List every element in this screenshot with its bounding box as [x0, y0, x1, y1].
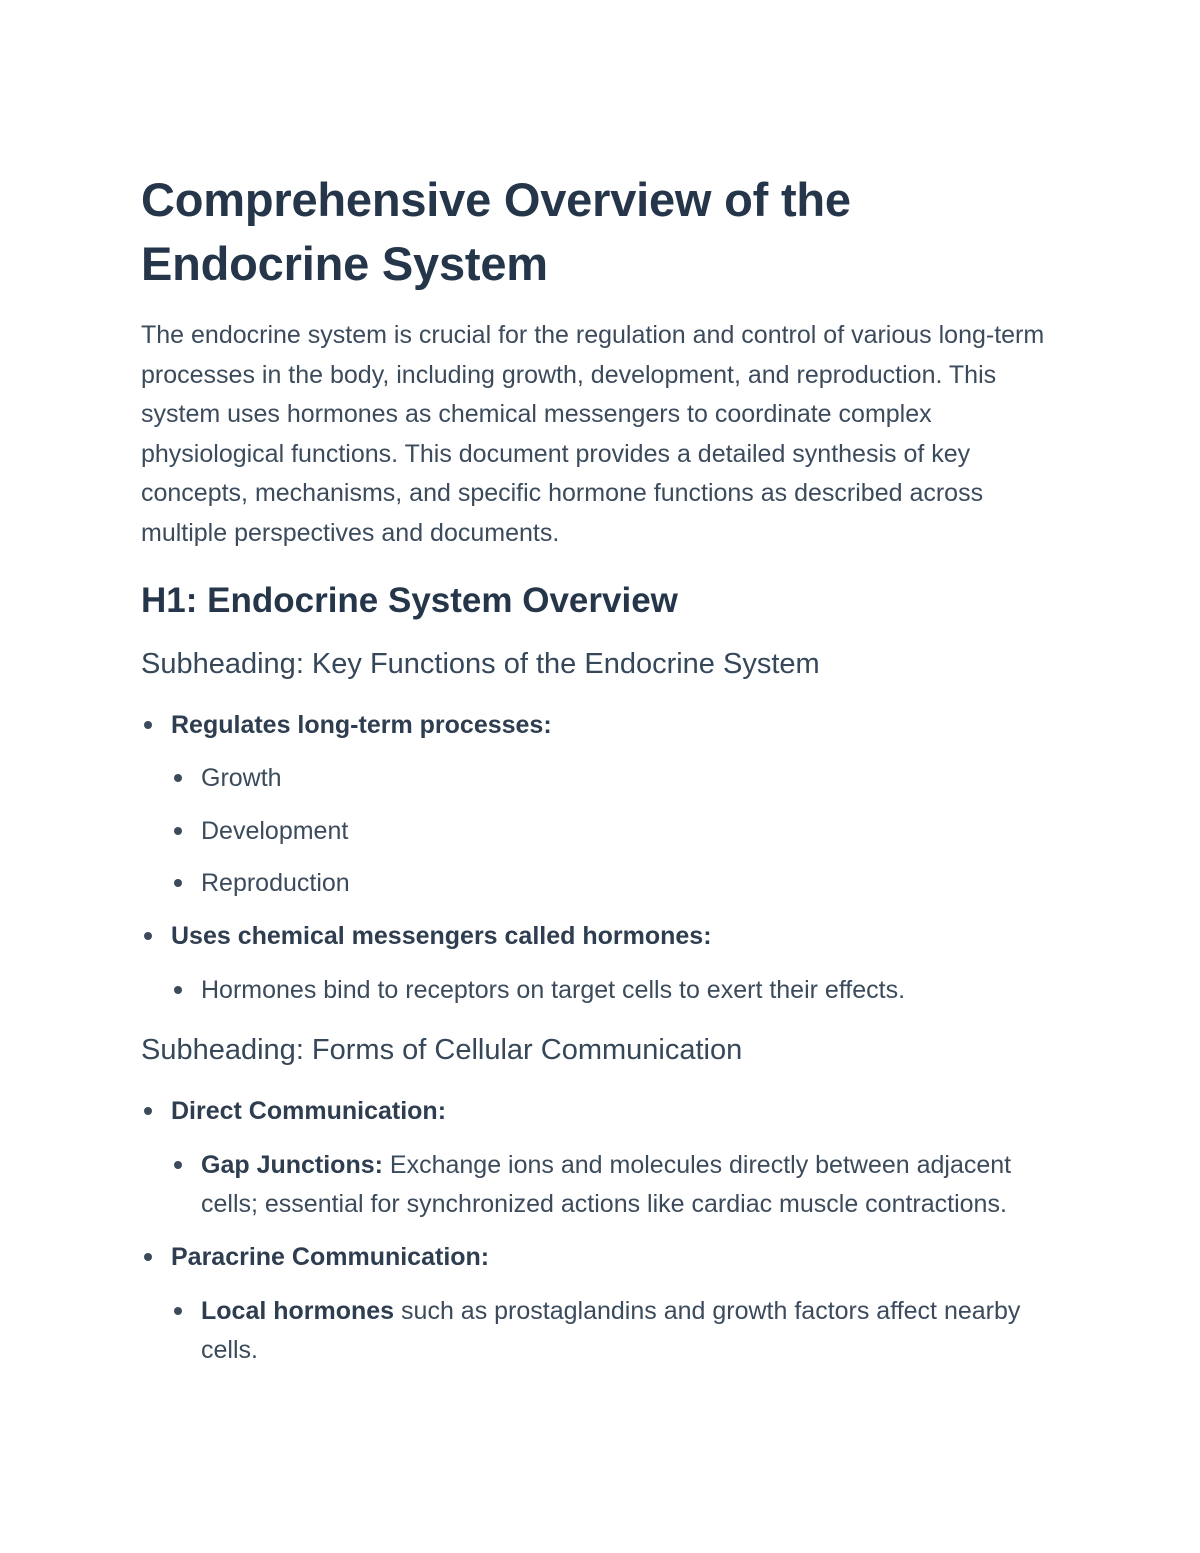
sublist-item [171, 1292, 1061, 1371]
sublist-item [171, 864, 1061, 904]
sublist-item-text: Growth [201, 764, 282, 793]
bullet-icon [144, 932, 152, 940]
section-heading: H1: Endocrine System Overview [141, 580, 678, 620]
bullet-icon [174, 774, 182, 782]
bullet-icon [144, 721, 152, 729]
bullet-icon [174, 986, 182, 994]
subheading-key-functions: Subheading: Key Functions of the Endocrine System [141, 647, 820, 680]
document-title: Comprehensive Overview of the Endocrine System [141, 173, 851, 290]
list-item [141, 1092, 1061, 1225]
sublist [171, 759, 1061, 904]
sublist [171, 971, 1061, 1011]
subheading-cellular-communication: Subheading: Forms of Cellular Communication [141, 1034, 743, 1067]
sublist-item-text: Reproduction [201, 869, 350, 898]
term-description: such as prostaglandins and growth factors affect nearby cells. [201, 1296, 1021, 1365]
sublist-item [171, 812, 1061, 852]
list-item [141, 706, 1061, 904]
term-local-hormones: Local hormones [201, 1296, 395, 1325]
intro-paragraph: The endocrine system is crucial for the regulation and control of various long-term processes in the body, including growth, development, and reproduction. This system uses hormones as chemical messengers to coordinate complex physiological functions. This document provides a detailed synthesis of key concepts, mechanisms, and specific hormone functions as described across multiple perspectives and documents. [141, 321, 1045, 547]
sublist-item-text [201, 1297, 1020, 1365]
list-item [141, 917, 1061, 1010]
list-item-label: Uses chemical messengers called hormones: [171, 921, 712, 950]
list-item-label: Paracrine Communication: [171, 1242, 490, 1271]
bullet-icon [174, 1161, 182, 1169]
bullet-icon [174, 1307, 182, 1315]
list-item-label: Regulates long-term processes: [171, 710, 552, 739]
bullet-icon [144, 1253, 152, 1261]
document-page [141, 168, 1061, 1384]
bullet-icon [174, 879, 182, 887]
sublist-item [171, 971, 1061, 1011]
bullet-icon [174, 827, 182, 835]
sublist-item-text: Development [201, 816, 349, 845]
sublist [171, 1292, 1061, 1371]
term-gap-junctions: Gap Junctions: [201, 1150, 383, 1179]
key-functions-list [141, 706, 1061, 1011]
sublist-item-text [201, 1151, 1011, 1219]
sublist-item-text: Hormones bind to receptors on target cells to exert their effects. [201, 975, 906, 1004]
bullet-icon [144, 1107, 152, 1115]
sublist-item [171, 1146, 1061, 1225]
term-description: Exchange ions and molecules directly between adjacent cells; essential for synchronized actions like cardiac muscle contractions. [201, 1150, 1012, 1219]
list-item-label: Direct Communication: [171, 1097, 447, 1126]
list-item [141, 1238, 1061, 1371]
cellular-communication-list [141, 1092, 1061, 1371]
sublist [171, 1146, 1061, 1225]
sublist-item [171, 759, 1061, 799]
